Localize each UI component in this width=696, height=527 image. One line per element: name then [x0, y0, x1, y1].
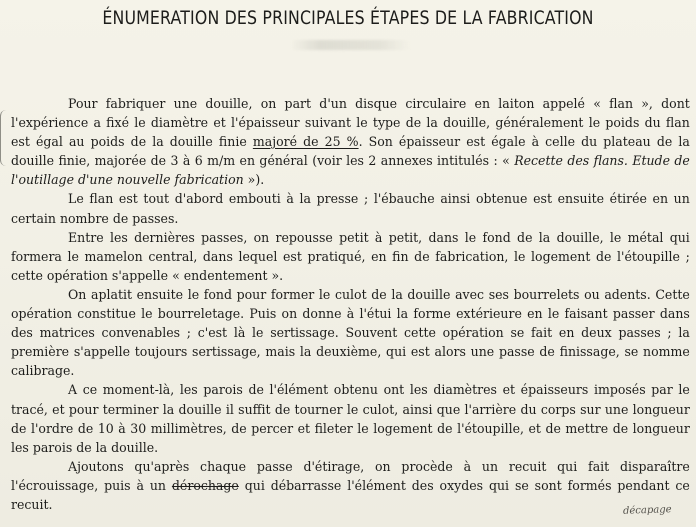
paragraph-3: Entre les dernières passes, on repousse petit à petit, dans le fond de la douille, le métal qui formera le mamelon central, dans lequel est pratiqué, en fin de fabrication, le logement de l'étoupille ; cette opération s'appelle « endentement ». [11, 230, 690, 284]
paragraph-6-part-c: qui débarrasse l'élément des oxydes qui se sont formés pendant ce recuit. [11, 478, 690, 513]
paragraph-1-part-a: Pour fabriquer une douille, on part d'un disque circulaire en laiton appelé « flan », dont l'expérience a fixé le diamètre et l'épaisseur suivant le type de la douille, généralement le poids du flan est égal au poids de la douille finie [11, 97, 690, 151]
paragraph-6 [11, 458, 690, 515]
paragraph-2: Le flan est tout d'abord embouti à la presse ; l'ébauche ainsi obtenue est ensuite étirée en un certain nombre de passes. [11, 192, 690, 227]
underlined-phrase: majoré de 25 % [252, 135, 359, 151]
struck-word: dérochage [171, 478, 239, 494]
page-title: ÉNUMERATION DES PRINCIPALES ÉTAPES DE LA FABRICATION [102, 7, 594, 29]
paragraph-5: A ce moment-là, les parois de l'élément obtenu ont les diamètres et épaisseurs imposés par le tracé, et pour terminer la douille il suffit de tourner le culot, ainsi que l'arrière du corps sur une longueur de l'ordre de 10 à 30 millimètres, de percer et fileter le logement de l'étoupille, et de mettre de longueur les parois de la douille. [11, 383, 690, 456]
paragraph-1-part-c: . Son épaisseur est égale à celle du plateau de la douille finie, majorée de 3 à 6 [11, 135, 690, 170]
paragraph-6-part-a: Ajoutons qu'après chaque passe d'étirage, on procède à un recuit qui fait disparaître l'écrouissage, puis à un [11, 459, 690, 494]
margin-bracket [0, 110, 7, 166]
unit-label: m/m [207, 154, 236, 170]
annex-title: Recette des flans. Etude de l'outillage d'une nouvelle fabrication [11, 154, 690, 189]
paragraph-1 [11, 95, 690, 190]
paragraph-1-part-f: »). [243, 173, 265, 189]
bleed-through-mark [290, 40, 410, 50]
body-text [11, 95, 690, 515]
paragraph-4: On aplatit ensuite le fond pour former le culot de la douille avec ses bourrelets ou adents. Cette opération constitue le bourreletage. Puis on donne à l'étui la forme extérieure en le faisant passer dans des matrices convenables ; c'est là le sertissage. Souvent cette opération se fait en deux passes ; la première s'appelle toujours sertissage, mais la deuxième, qui est alors une passe de finissage, se nomme calibrage. [11, 287, 690, 380]
paragraph-1-part-d: en général (voir les 2 annexes intitulés : « [235, 154, 515, 170]
handwritten-margin-note: décapage [622, 504, 672, 517]
